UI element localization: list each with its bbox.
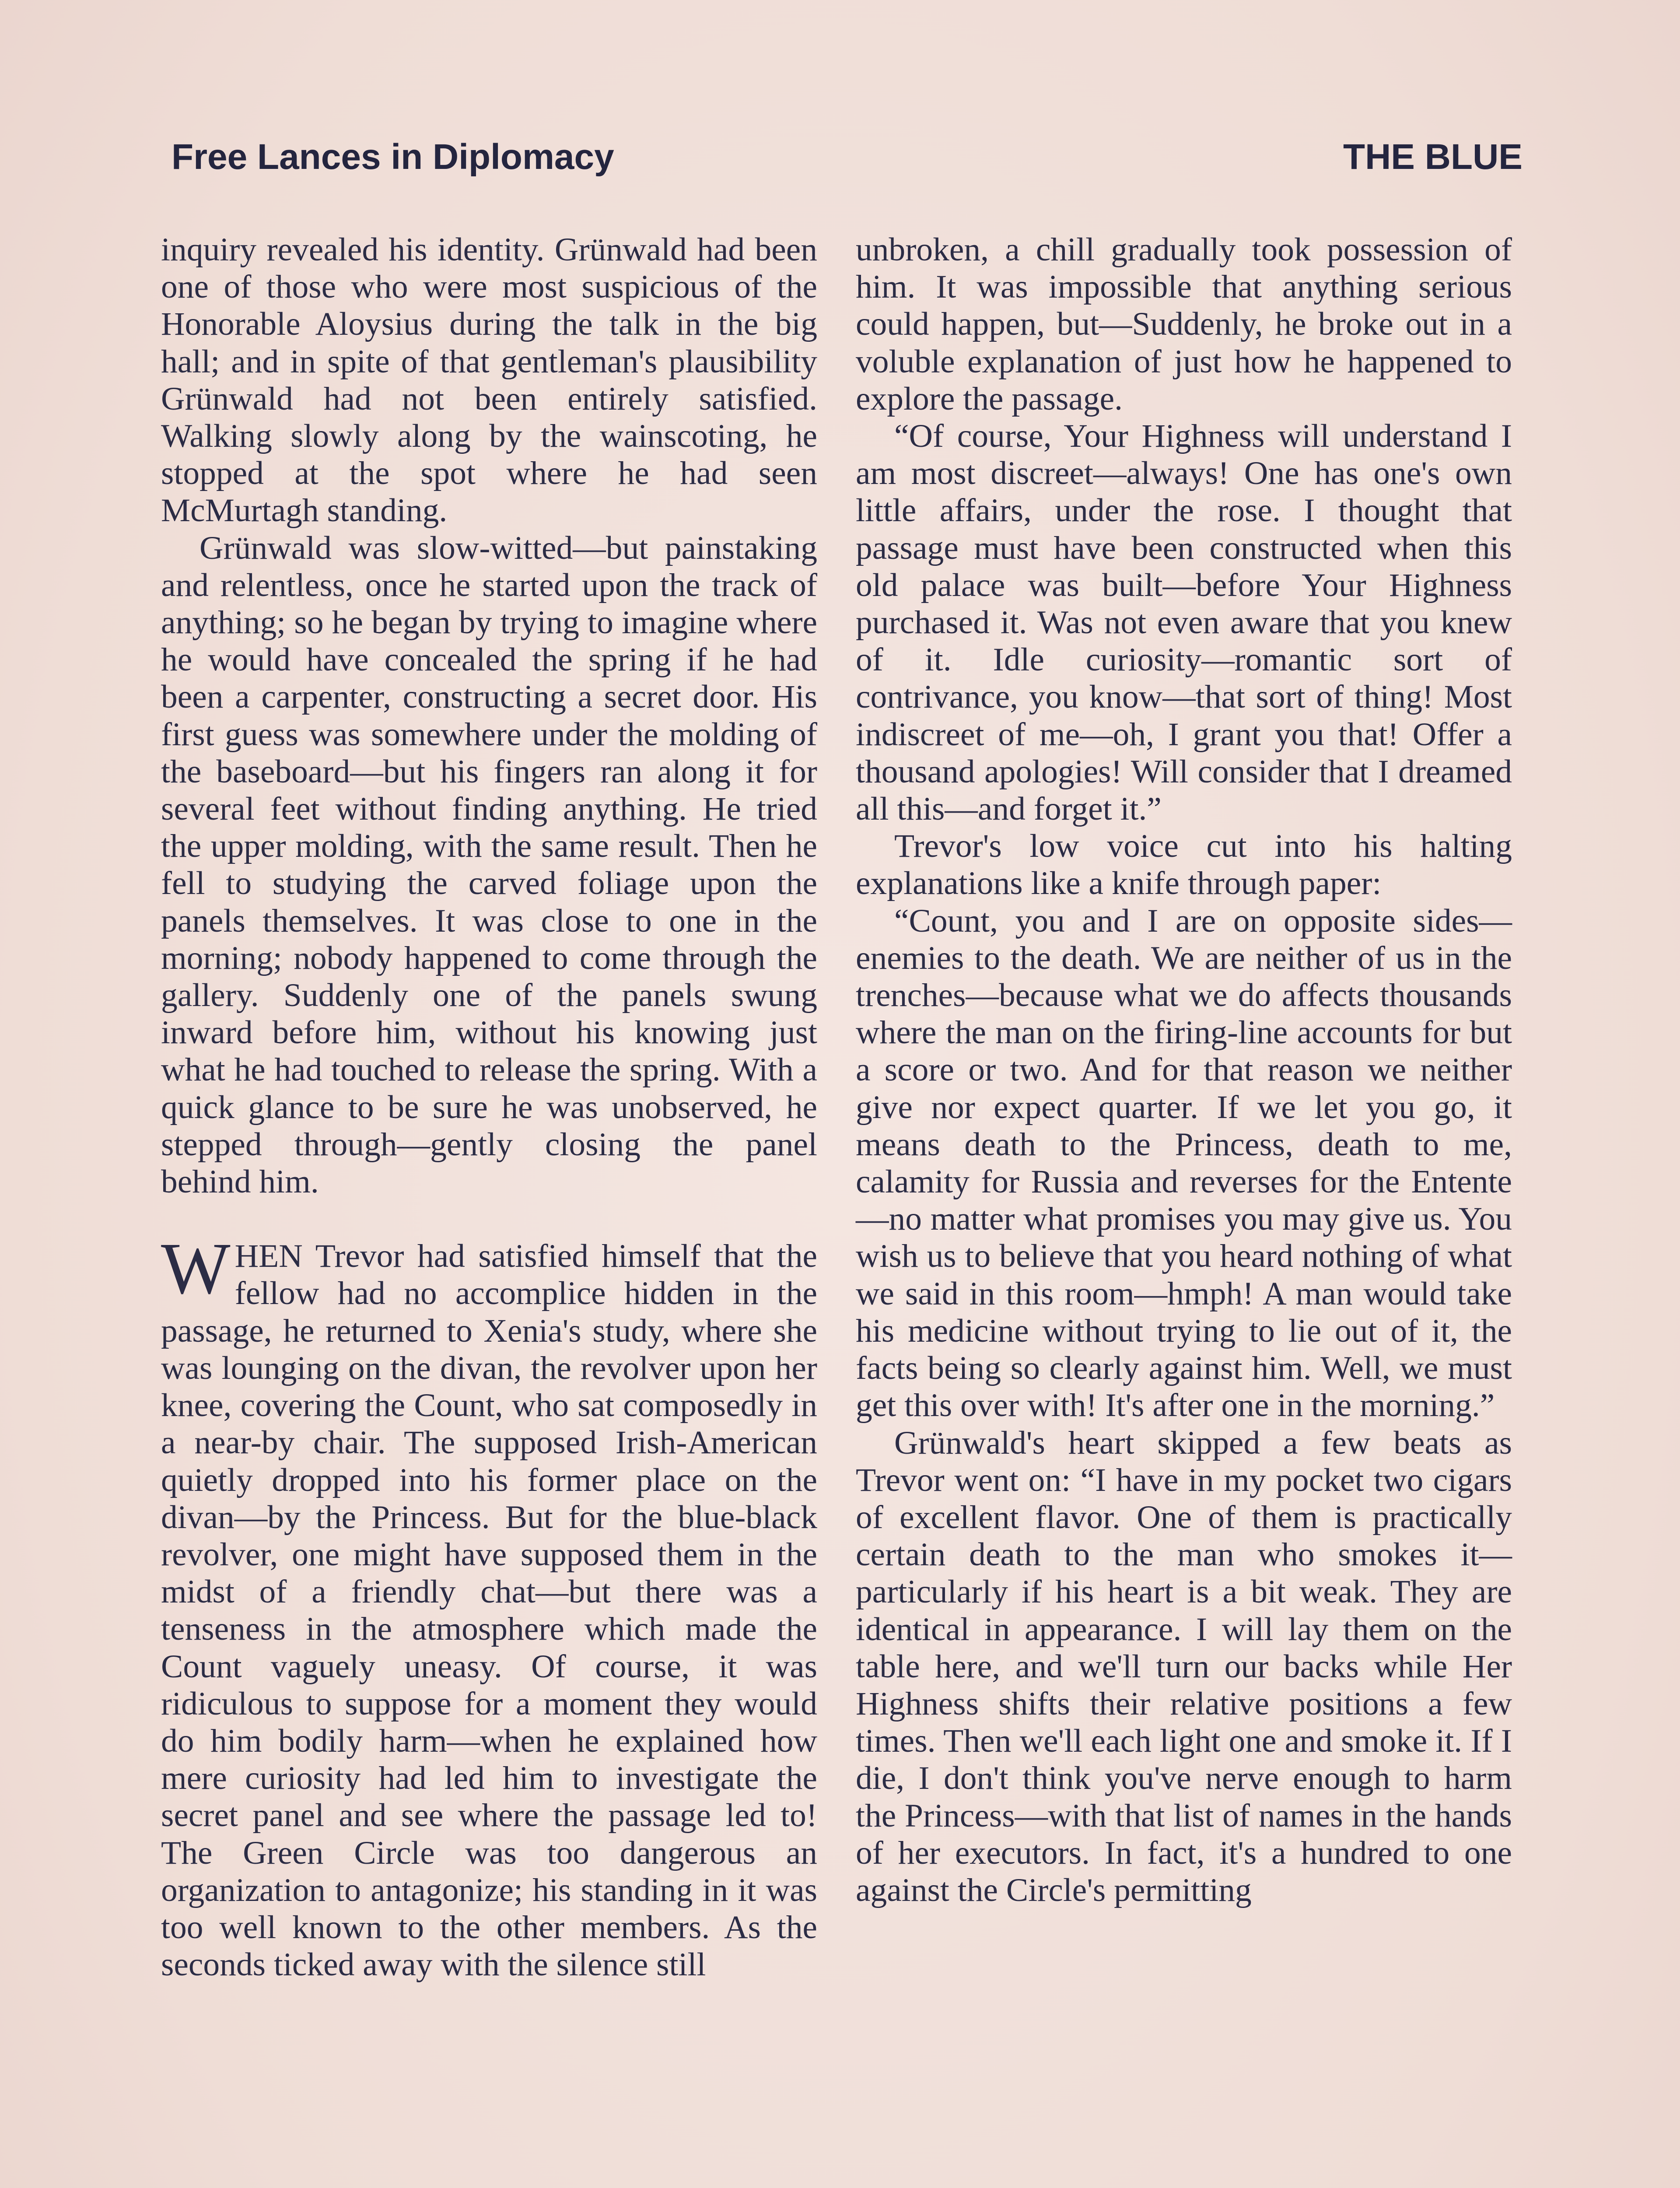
paragraph: inquiry revealed his identity. Grünwald had been one of those who were most suspicious of the Honorable Aloysius during the talk in the big hall; and in spite of that gentleman's plausibility Grünwald had not been entirely satisfied. Walking slowly along by the wainscoting, he stopped at the spot where he had seen McMurtagh standing.	[161, 231, 817, 529]
section-paragraph	[161, 1228, 817, 1983]
drop-cap: W	[161, 1228, 231, 1310]
left-column	[161, 231, 817, 1983]
paragraph: Grünwald's heart skipped a few beats as Trevor went on: “I have in my pocket two cigars of excellent flavor. One of them is practically certain death to the man who smokes it—particularly if his heart is a bit weak. They are identical in appearance. I will lay them on the table here, and we'll turn our backs while Her Highness shifts their relative positions a few times. Then we'll each light one and smoke it. If I die, I don't think you've nerve enough to harm the Princess—with that list of names in the hands of her executors. In fact, it's a hundred to one against the Circle's permitting	[856, 1424, 1512, 1908]
paragraph-text: HEN Trevor had satisfied himself that the fellow had no accomplice hidden in the passage, he returned to Xenia's study, where she was lounging on the divan, the revolver upon her knee, covering the Count, who sat composedly in a near-by chair. The supposed Irish-American quietly dropped into his former place on the divan—by the Princess. But for the blue-black revolver, one might have supposed them in the midst of a friendly chat—but there was a tenseness in the atmosphere which made the Count vaguely uneasy. Of course, it was ridiculous to suppose for a moment they would do him bodily harm—when he explained how mere curiosity had led him to investigate the secret panel and see where the passage led to! The Green Circle was too dangerous an organization to antagonize; his standing in it was too well known to the other members. As the seconds ticked away with the silence still	[161, 1238, 817, 1983]
running-title: Free Lances in Diplomacy	[172, 137, 614, 177]
running-header	[172, 137, 1522, 189]
paragraph: “Count, you and I are on opposite sides—enemies to the death. We are neither of us in the trenches—because what we do affects thousands where the man on the firing-line accounts for but a score or two. And for that reason we neither give nor expect quarter. If we let you go, it means death to the Princess, death to me, calamity for Russia and reverses for the Entente—no matter what promises you may give us. You wish us to believe that you heard nothing of what we said in this room—hmph! A man would take his medicine without trying to lie out of it, the facts being so clearly against him. Well, we must get this over with! It's after one in the morning.”	[856, 902, 1512, 1424]
right-column	[856, 231, 1512, 1909]
paragraph: Grünwald was slow-witted—but painstaking and relentless, once he started upon the track of anything; so he began by trying to imagine where he would have concealed the spring if he had been a carpenter, constructing a secret door. His first guess was somewhere under the molding of the baseboard—but his fingers ran along it for several feet without finding anything. He tried the upper molding, with the same result. Then he fell to studying the carved foliage upon the panels themselves. It was close to one in the morning; nobody happened to come through the gallery. Suddenly one of the panels swung inward before him, without his knowing just what he had touched to release the spring. With a quick glance to be sure he was unobserved, he stepped through—gently closing the panel behind him.	[161, 529, 817, 1200]
magazine-title: THE BLUE	[1343, 137, 1522, 177]
paragraph: unbroken, a chill gradually took possession of him. It was impossible that anything serious could happen, but—Suddenly, he broke out in a voluble explanation of just how he happened to explore the passage.	[856, 231, 1512, 417]
paragraph: “Of course, Your Highness will understand I am most discreet—always! One has one's own little affairs, under the rose. I thought that passage must have been constructed when this old palace was built—before Your Highness purchased it. Was not even aware that you knew of it. Idle curiosity—romantic sort of contrivance, you know—that sort of thing! Most indiscreet of me—oh, I grant you that! Offer a thousand apologies! Will consider that I dreamed all this—and forget it.”	[856, 418, 1512, 828]
paragraph: Trevor's low voice cut into his halting explanations like a knife through paper:	[856, 828, 1512, 902]
